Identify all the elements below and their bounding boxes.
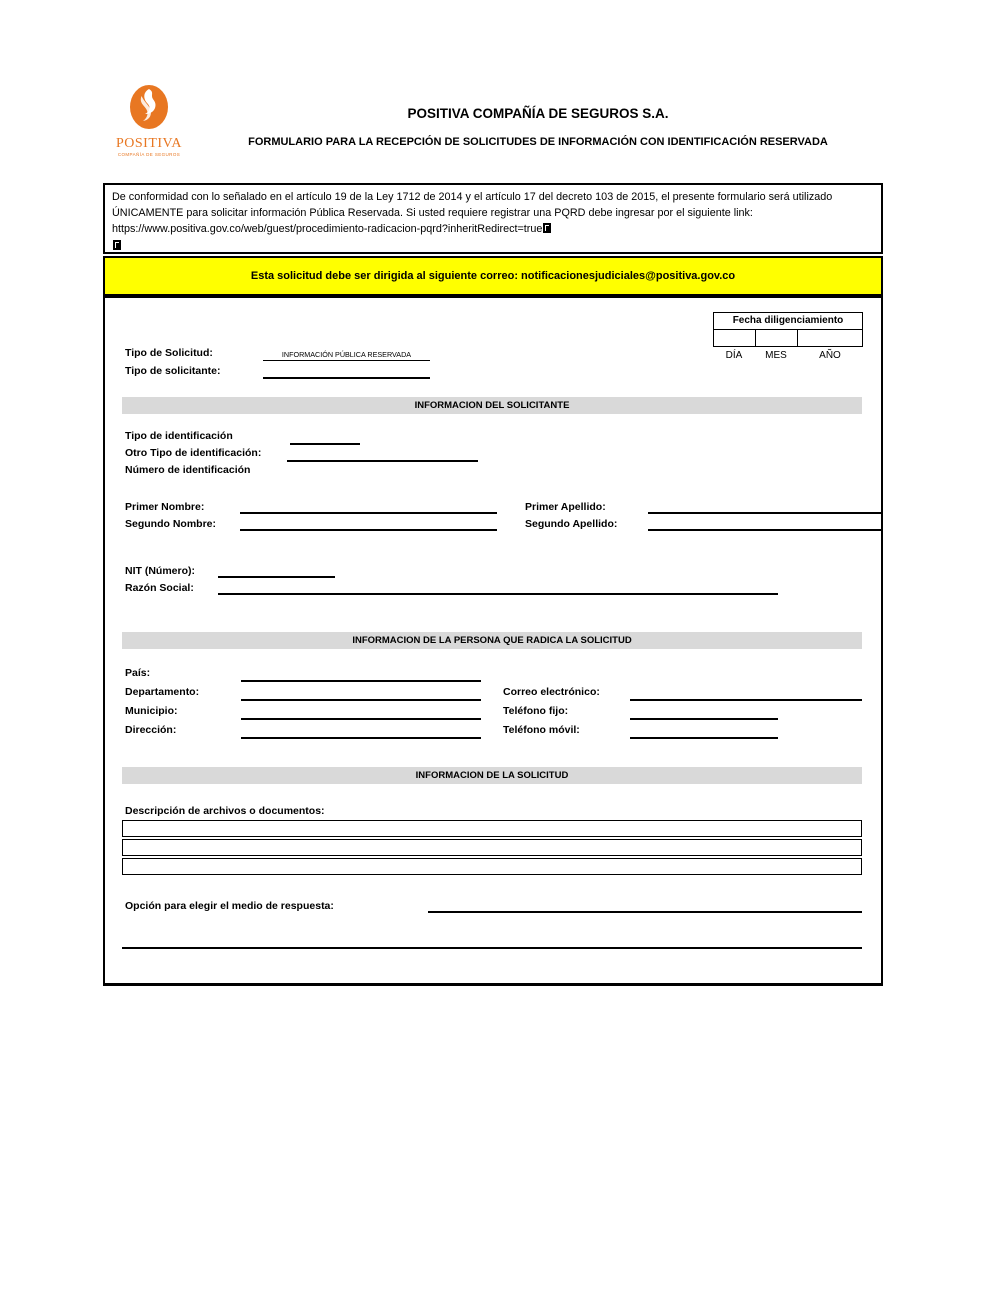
header-titles	[103, 106, 973, 148]
pais-field[interactable]	[241, 668, 481, 682]
razon-social-field[interactable]	[218, 582, 778, 595]
unknown-glyph-icon	[543, 223, 551, 233]
opcion-medio-respuesta-field[interactable]	[428, 899, 862, 913]
tipo-identificacion-label: Tipo de identificación	[125, 430, 233, 442]
tipo-solicitante-label: Tipo de solicitante:	[125, 365, 221, 377]
intro-text: De conformidad con lo señalado en el artículo 19 de la Ley 1712 de 2014 y el artículo 17 del decreto 103 de 2015, el presente formulario será utilizado ÚNICAMENTE para solicitar información Pública Reservada. Si usted requiere registrar una PQRD debe ingresar por el siguiente link:	[112, 191, 833, 220]
descripcion-row[interactable]	[122, 839, 862, 856]
tipo-solicitud-value[interactable]: INFORMACIÓN PÚBLICA RESERVADA	[263, 348, 430, 361]
otro-tipo-identificacion-field[interactable]	[287, 449, 478, 462]
tipo-solicitud-label: Tipo de Solicitud:	[125, 347, 213, 359]
tipo-identificacion-field[interactable]	[290, 432, 360, 445]
telefono-fijo-label: Teléfono fijo:	[503, 705, 569, 717]
dia-label: DÍA	[725, 350, 743, 361]
page-subtitle: FORMULARIO PARA LA RECEPCIÓN DE SOLICITUDES DE INFORMACIÓN CON IDENTIFICACIÓN RESERVADA	[248, 136, 828, 148]
nit-field[interactable]	[218, 565, 335, 578]
mes-cell[interactable]	[756, 330, 798, 346]
segundo-nombre-label: Segundo Nombre:	[125, 518, 216, 530]
opcion-medio-respuesta-label: Opción para elegir el medio de respuesta:	[125, 900, 334, 912]
notice-text: Esta solicitud debe ser dirigida al siguiente correo: notificacionesjudiciales@positiva.gov.co	[250, 270, 736, 282]
razon-social-label: Razón Social:	[125, 582, 194, 594]
segundo-nombre-field[interactable]	[240, 518, 497, 531]
descripcion-label: Descripción de archivos o documentos:	[125, 805, 325, 817]
departamento-field[interactable]	[241, 687, 481, 701]
tipo-solicitante-field[interactable]	[263, 366, 430, 379]
descripcion-rows	[122, 820, 862, 877]
form-body	[103, 296, 883, 986]
telefono-movil-label: Teléfono móvil:	[503, 724, 580, 736]
numero-identificacion-label: Número de identificación	[125, 464, 251, 476]
descripcion-row[interactable]	[122, 858, 862, 875]
descripcion-row[interactable]	[122, 820, 862, 837]
telefono-fijo-field[interactable]	[630, 706, 778, 720]
respuesta-extra-line[interactable]	[122, 947, 862, 949]
dia-cell[interactable]	[714, 330, 756, 346]
telefono-movil-field[interactable]	[630, 725, 778, 739]
direccion-label: Dirección:	[125, 724, 177, 736]
departamento-label: Departamento:	[125, 686, 200, 698]
nit-label: NIT (Número):	[125, 565, 195, 577]
primer-apellido-label: Primer Apellido:	[525, 501, 606, 513]
direccion-field[interactable]	[241, 725, 481, 739]
notice-banner	[103, 256, 883, 296]
fecha-title: Fecha diligenciamiento	[713, 312, 863, 330]
mes-label: MES	[765, 350, 787, 361]
section-radicante-header: INFORMACION DE LA PERSONA QUE RADICA LA SOLICITUD	[122, 632, 862, 649]
pais-label: País:	[125, 667, 151, 679]
intro-link[interactable]: https://www.positiva.gov.co/web/guest/procedimiento-radicacion-pqrd?inheritRedirect=true	[112, 223, 543, 236]
ano-label: AÑO	[819, 350, 841, 361]
primer-nombre-field[interactable]	[240, 501, 497, 514]
section-solicitud-header: INFORMACION DE LA SOLICITUD	[122, 767, 862, 784]
logo-brand-text: POSITIVA	[116, 136, 182, 151]
primer-nombre-label: Primer Nombre:	[125, 501, 205, 513]
municipio-label: Municipio:	[125, 705, 178, 717]
page-title: POSITIVA COMPAÑÍA DE SEGUROS S.A.	[407, 106, 669, 121]
fecha-cells	[713, 330, 863, 347]
primer-apellido-field[interactable]	[648, 501, 881, 514]
section-solicitante-header: INFORMACION DEL SOLICITANTE	[122, 397, 862, 414]
unknown-glyph-icon	[113, 240, 121, 250]
correo-electronico-field[interactable]	[630, 687, 862, 701]
fecha-labels	[713, 350, 863, 361]
segundo-apellido-field[interactable]	[648, 518, 881, 531]
logo-tagline-text: COMPAÑÍA DE SEGUROS	[117, 152, 181, 157]
ano-cell[interactable]	[798, 330, 862, 346]
municipio-field[interactable]	[241, 706, 481, 720]
otro-tipo-identificacion-label: Otro Tipo de identificación:	[125, 447, 262, 459]
fecha-diligenciamiento-box	[713, 312, 863, 361]
segundo-apellido-label: Segundo Apellido:	[525, 518, 618, 530]
intro-box	[103, 183, 883, 254]
correo-electronico-label: Correo electrónico:	[503, 686, 600, 698]
